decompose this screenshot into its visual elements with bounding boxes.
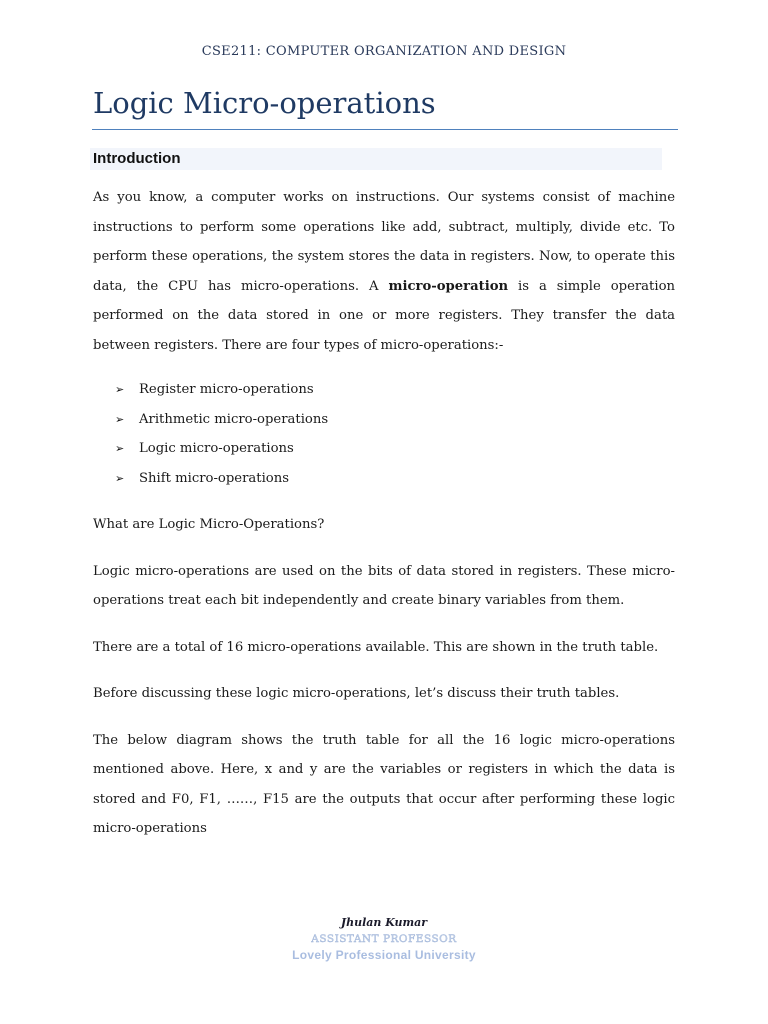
list-item-label: Shift micro-operations [139,470,289,486]
intro-paragraph [93,183,675,360]
section-heading-introduction: Introduction [90,148,662,170]
arrow-bullet-icon: ➢ [115,412,125,426]
list-item-label: Logic micro-operations [139,441,294,456]
page-title: Logic Micro-operations [93,86,436,120]
title-underline [92,129,678,130]
intro-text-after: is a simple operation performed on the data stored in one or more registers. They transfer the data between registers. There are four types of micro-operations:- [93,278,675,353]
count-paragraph: There are a total of 16 micro-operations available. This are shown in the truth table. [93,639,659,655]
diagram-description-paragraph: The below diagram shows the truth table for all the 16 logic micro-operations mentioned above. Here, x and y are the variables or registers in which the data is stored and F0, F1, ……, F15 are the outputs that occur after performing these logic micro-operations [93,732,675,836]
intro-text-before: As you know, a computer works on instructions. Our systems consist of machine instructions to perform some operations like add, subtract, multiply, divide etc. To perform these operations, the system stores the data in registers. Now, to operate this data, the CPU has micro-operations. A [93,190,675,294]
before-discussion-paragraph: Before discussing these logic micro-operations, let’s discuss their truth tables. [93,686,620,701]
running-header: CSE211: COMPUTER ORGANIZATION AND DESIGN [201,44,567,59]
author-name: Jhulan Kumar [340,916,428,929]
definition-paragraph: Logic micro-operations are used on the bits of data stored in registers. These micro-operations treat each bit independently and create binary variables from them. [93,563,675,608]
body-content [93,183,675,844]
page-footer [0,915,768,964]
bold-term-micro-operation: micro-operation [388,278,509,294]
author-organization: Lovely Professional University [292,948,476,962]
list-item-label: Register micro-operations [139,382,314,397]
question-paragraph: What are Logic Micro-Operations? [93,517,325,532]
list-item [115,375,675,405]
author-role: ASSISTANT PROFESSOR [311,933,457,945]
arrow-bullet-icon: ➢ [115,471,125,485]
list-item-label: Arithmetic micro-operations [139,411,329,427]
micro-operation-types-list [93,375,675,493]
list-item [115,464,675,494]
list-item [115,434,675,464]
list-item [115,405,675,435]
arrow-bullet-icon: ➢ [115,442,125,455]
arrow-bullet-icon: ➢ [115,383,125,396]
